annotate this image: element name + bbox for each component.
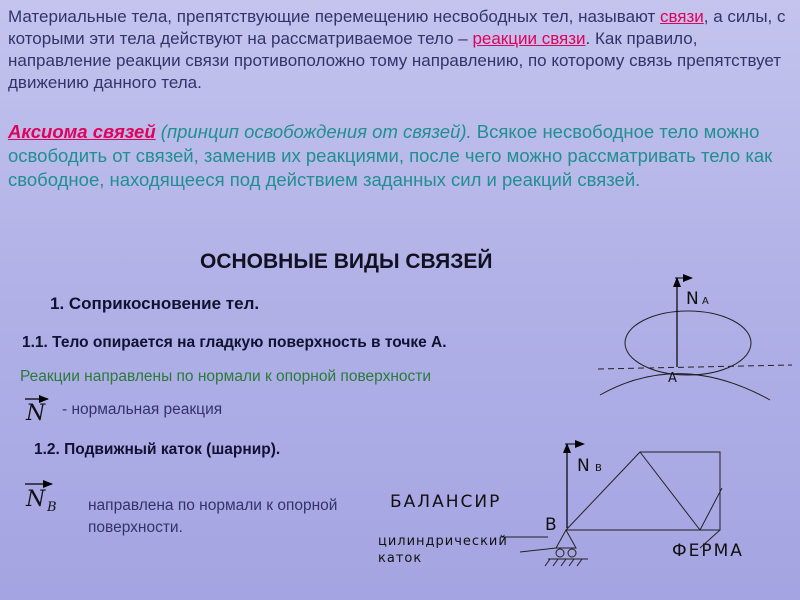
truss-label: ФЕРМА <box>672 541 744 561</box>
fig1-force-label: N <box>686 289 699 309</box>
section-1-title: 1. Соприкосновение тел. <box>50 294 260 313</box>
balancer-label: БАЛАНСИР <box>390 492 502 512</box>
fig2-point-label: B <box>545 515 557 535</box>
fig2-force-label: N <box>577 456 590 476</box>
axiom-text: Всякое несвободное тело можно освободить от связей, заменив их реакциями, после чего можно рассматривать тело как свободное, находящееся под действием заданных сил и реакций связей. <box>8 121 773 190</box>
term-reactions: реакции связи <box>472 29 586 48</box>
normal-reactions-note: Реакции направлены по нормали к опорной поверхности <box>20 368 432 385</box>
axiom-subtitle: (принцип освобождения от связей). <box>155 121 472 142</box>
nb-symbol: N <box>26 487 46 512</box>
axiom-title: Аксиома связей <box>8 121 156 142</box>
fig1-point-label: A <box>668 371 677 386</box>
term-links: связи <box>659 7 704 26</box>
roller-label-2: каток <box>378 551 423 566</box>
normal-reaction-desc: - нормальная реакция <box>62 401 223 418</box>
n-symbol: N <box>26 401 46 426</box>
figure-roller-support <box>378 444 744 566</box>
section-1-2-title: 1.2. Подвижный каток (шарнир). <box>34 441 281 458</box>
fig2-force-sub: B <box>595 463 602 474</box>
n-vector-symbol <box>25 399 48 426</box>
fig1-force-sub: A <box>702 296 709 307</box>
section-1-1-title: 1.1. Тело опирается на гладкую поверхность в точке А. <box>22 334 447 351</box>
nb-desc: направлена по нормали к опорной поверхности. <box>88 497 338 536</box>
roller-label-1: цилиндрический <box>378 534 508 549</box>
nb-vector-symbol <box>25 484 57 515</box>
intro-text-3: . Как правило, направление реакции связи противоположно тому направлению, по которому связь препятствует движению данного тела. <box>8 29 782 92</box>
figure-contact-surface <box>598 278 792 400</box>
section-heading: ОСНОВНЫЕ ВИДЫ СВЯЗЕЙ <box>200 250 493 273</box>
intro-text-2: , а силы, с которыми эти тела действуют на рассматриваемое тело – <box>8 7 786 48</box>
nb-subscript: B <box>47 500 57 515</box>
intro-text: Материальные тела, препятствующие перемещению несвободных тел, называют <box>8 7 660 26</box>
